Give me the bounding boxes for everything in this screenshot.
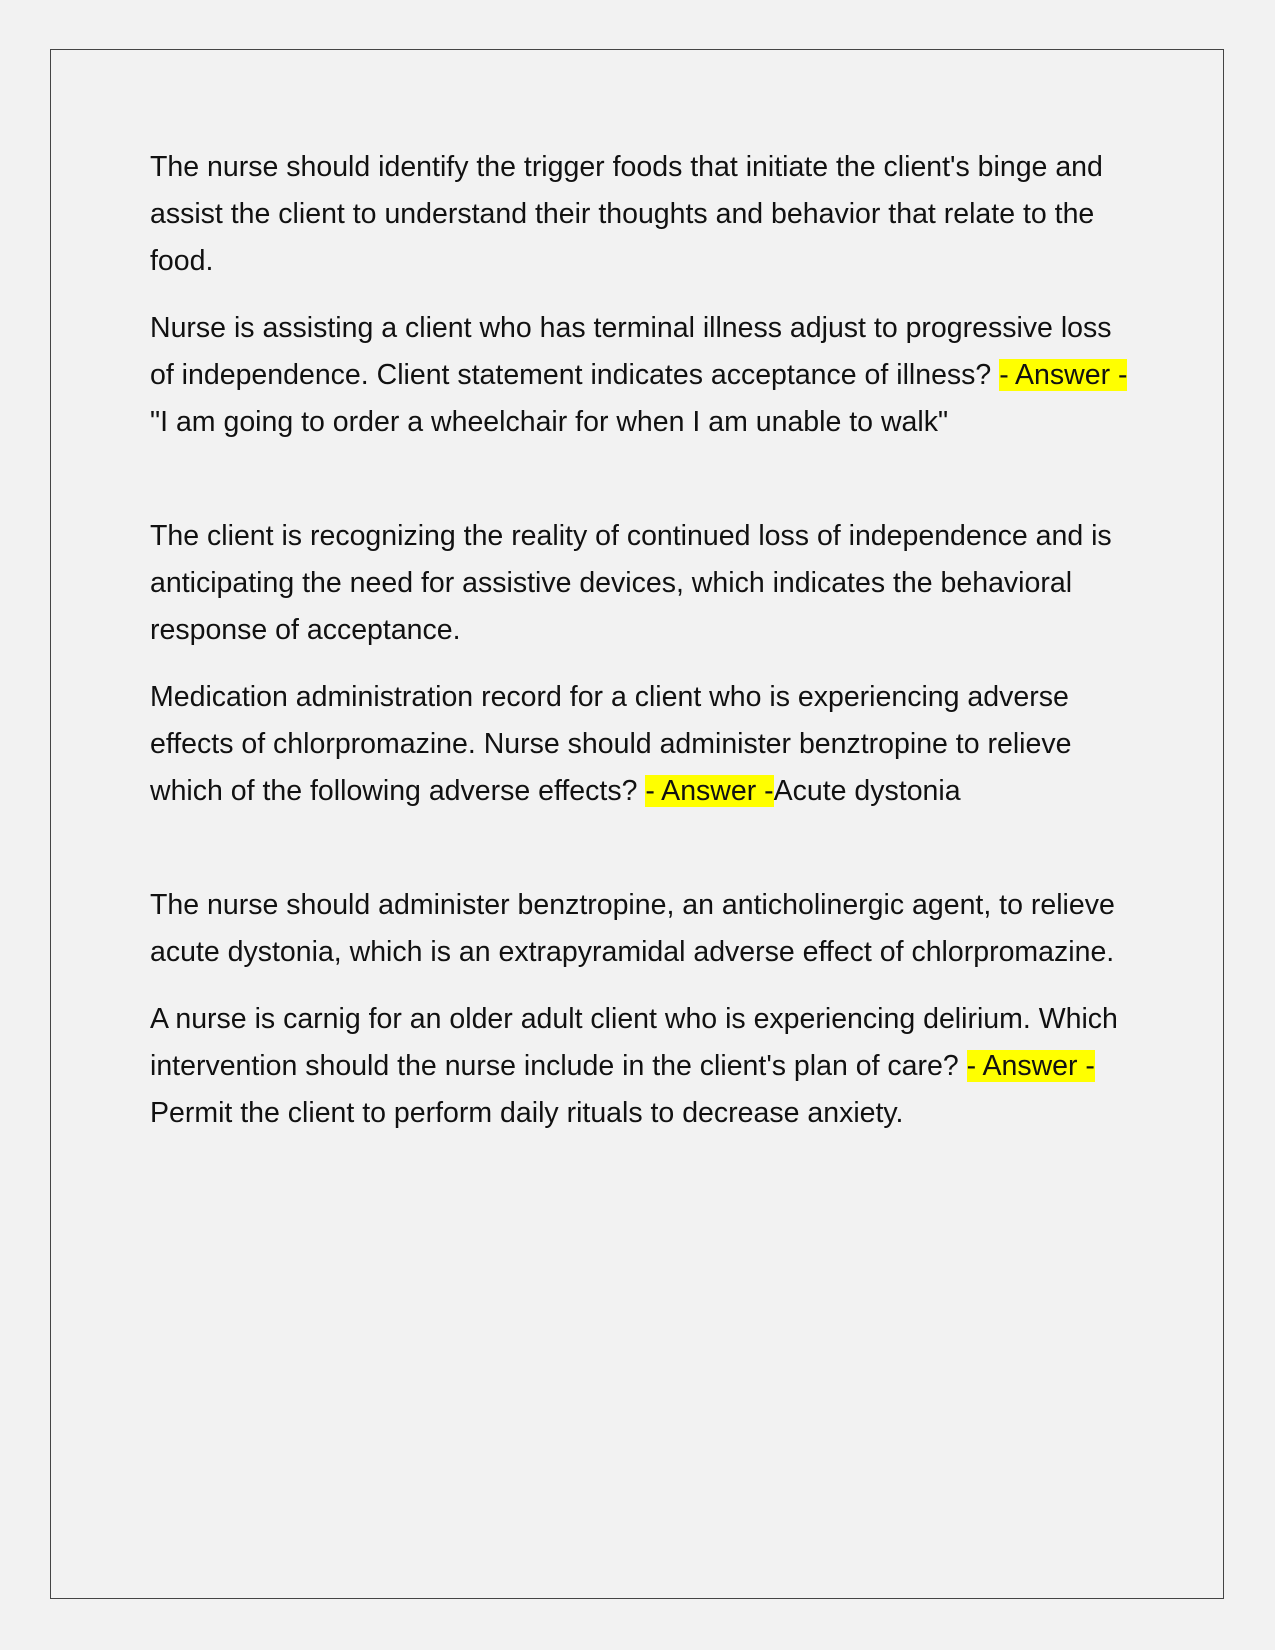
explanation-paragraph <box>150 144 1135 285</box>
explanation-paragraph <box>150 882 1135 976</box>
question-text: A nurse is carnig for an older adult client who is experiencing delirium. Which intervention should the nurse include in the client's plan of care? <box>150 1003 1118 1082</box>
document-body <box>150 144 1135 1157</box>
question-text: Nurse is assisting a client who has terminal illness adjust to progressive loss of independence. Client statement indicates acceptance of illness? <box>150 312 1112 391</box>
explanation-text: The nurse should administer benztropine, an anticholinergic agent, to relieve acute dystonia, which is an extrapyramidal adverse effect of chlorpromazine. <box>150 889 1115 968</box>
answer-text: Permit the client to perform daily rituals to decrease anxiety. <box>150 1097 904 1129</box>
answer-marker: - Answer - <box>966 1050 1095 1082</box>
question-text: Medication administration record for a client who is experiencing adverse effects of chlorpromazine. Nurse should administer benztropine to relieve which of the following adverse effects? <box>150 681 1072 807</box>
question-paragraph <box>150 674 1135 815</box>
answer-marker: - Answer - <box>999 359 1128 391</box>
answer-text: "I am going to order a wheelchair for when I am unable to walk" <box>150 406 949 438</box>
question-paragraph <box>150 996 1135 1137</box>
explanation-text: The client is recognizing the reality of continued loss of independence and is anticipating the need for assistive devices, which indicates the behavioral response of acceptance. <box>150 520 1112 646</box>
answer-text: Acute dystonia <box>773 775 961 807</box>
question-paragraph <box>150 305 1135 446</box>
explanation-paragraph <box>150 513 1135 654</box>
explanation-text: The nurse should identify the trigger foods that initiate the client's binge and assist the client to understand their thoughts and behavior that relate to the food. <box>150 151 1103 277</box>
answer-marker: - Answer - <box>645 775 774 807</box>
